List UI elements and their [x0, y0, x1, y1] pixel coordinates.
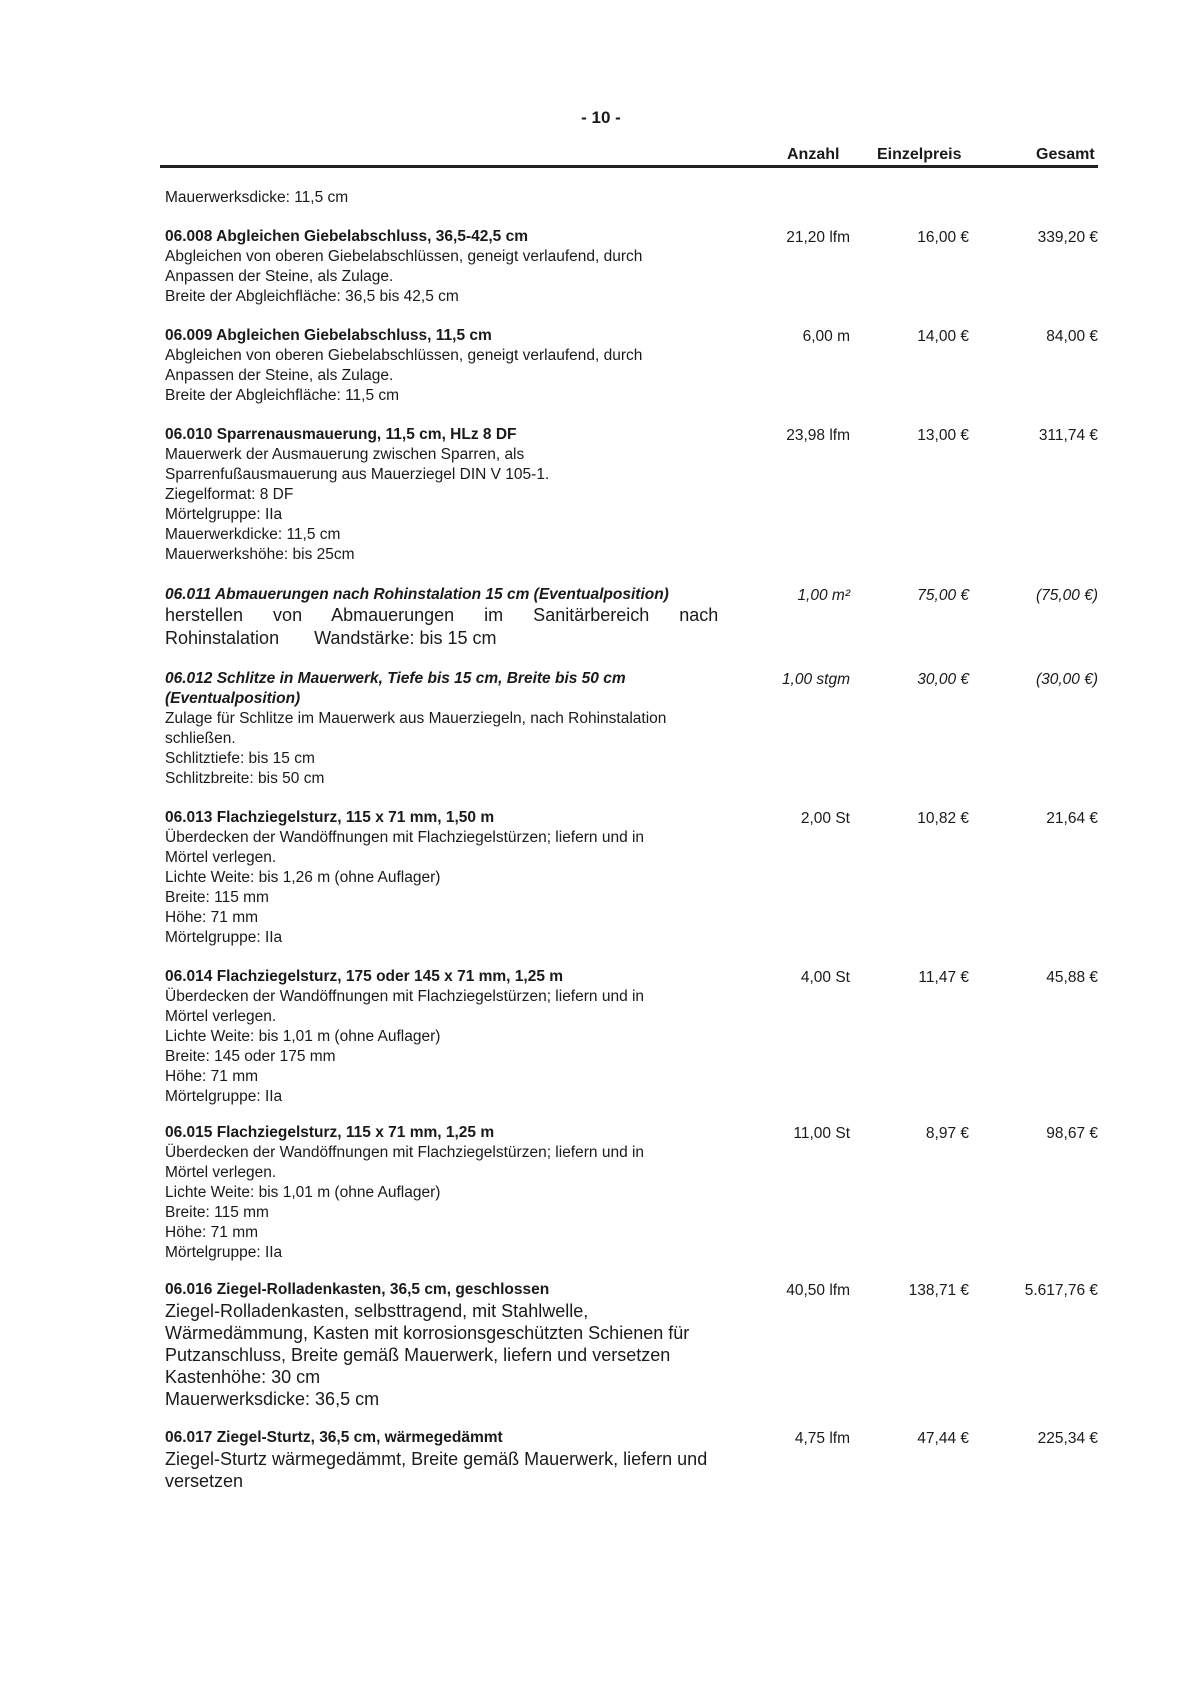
item-line: Breite: 145 oder 175 mm — [165, 1048, 336, 1065]
item-total: (30,00 €) — [1035, 671, 1098, 688]
item-line: Ziegelformat: 8 DF — [165, 486, 294, 503]
item-title: 06.010 Sparrenausmauerung, 11,5 cm, HLz 8 DF — [165, 426, 517, 443]
item-title: 06.016 Ziegel-Rolladenkasten, 36,5 cm, geschlossen — [165, 1281, 550, 1298]
item-unit-price: 8,97 € — [925, 1125, 969, 1142]
item-line: Höhe: 71 mm — [165, 909, 259, 926]
item-quantity: 40,50 lfm — [786, 1282, 850, 1299]
page-number: - 10 - — [581, 108, 621, 127]
item-line: Mörtel verlegen. — [165, 1164, 277, 1181]
item-line: Mörtel verlegen. — [165, 849, 277, 866]
item-unit-price: 30,00 € — [917, 671, 969, 688]
item-line: Anpassen der Steine, als Zulage. — [165, 367, 394, 384]
item-line: Überdecken der Wandöffnungen mit Flachziegelstürzen; liefern und in — [165, 988, 645, 1005]
item-line: Lichte Weite: bis 1,01 m (ohne Auflager) — [165, 1028, 441, 1045]
item-title: 06.017 Ziegel-Sturtz, 36,5 cm, wärmegedämmt — [165, 1429, 503, 1446]
item-line: Zulage für Schlitze im Mauerwerk aus Mauerziegeln, nach Rohinstalation — [165, 710, 667, 727]
item-line: Breite: 115 mm — [165, 1204, 269, 1221]
item-line: Mörtelgruppe: IIa — [165, 506, 283, 523]
item-line: Höhe: 71 mm — [165, 1068, 259, 1085]
item-line: Mauerwerkshöhe: bis 25cm — [165, 546, 355, 563]
item-total: 21,64 € — [1046, 810, 1098, 827]
item-line: Überdecken der Wandöffnungen mit Flachziegelstürzen; liefern und in — [165, 1144, 645, 1161]
item-line: Mörtelgruppe: IIa — [165, 1088, 283, 1105]
item-line: Mörtelgruppe: IIa — [165, 929, 283, 946]
item-quantity: 21,20 lfm — [786, 229, 850, 246]
item-title: 06.008 Abgleichen Giebelabschluss, 36,5-42,5 cm — [165, 228, 528, 245]
item-line: Abgleichen von oberen Giebelabschlüssen, geneigt verlaufend, durch — [165, 347, 643, 364]
item-unit-price: 10,82 € — [917, 810, 969, 827]
item-total: 98,67 € — [1046, 1125, 1098, 1142]
item-unit-price: 14,00 € — [917, 328, 969, 345]
item-title: 06.009 Abgleichen Giebelabschluss, 11,5 cm — [165, 327, 492, 344]
item-unit-price: 47,44 € — [917, 1430, 969, 1447]
item-line: Sparrenfußausmauerung aus Mauerziegel DIN V 105-1. — [165, 466, 550, 483]
item-unit-price: 138,71 € — [908, 1282, 969, 1299]
item-total: 225,34 € — [1037, 1430, 1098, 1447]
item-title: 06.015 Flachziegelsturz, 115 x 71 mm, 1,25 m — [165, 1124, 495, 1141]
item-line: schließen. — [165, 730, 236, 747]
item-line: Ziegel-Sturtz wärmegedämmt, Breite gemäß Mauerwerk, liefern und — [165, 1449, 708, 1469]
item-title-continued: (Eventualposition) — [165, 690, 301, 707]
item-line: Anpassen der Steine, als Zulage. — [165, 268, 394, 285]
item-quantity: 4,00 St — [800, 969, 850, 986]
item-unit-price: 16,00 € — [917, 229, 969, 246]
item-title: 06.012 Schlitze in Mauerwerk, Tiefe bis 15 cm, Breite bis 50 cm — [165, 670, 626, 687]
item-line: Lichte Weite: bis 1,01 m (ohne Auflager) — [165, 1184, 441, 1201]
item-unit-price: 13,00 € — [917, 427, 969, 444]
item-line: Breite der Abgleichfläche: 36,5 bis 42,5 cm — [165, 288, 459, 305]
column-header-quantity: Anzahl — [787, 146, 840, 163]
item-line: Schlitzbreite: bis 50 cm — [165, 770, 325, 787]
item-title: 06.014 Flachziegelsturz, 175 oder 145 x 71 mm, 1,25 m — [165, 968, 564, 985]
item-quantity: 1,00 stgm — [781, 671, 850, 688]
item-unit-price: 11,47 € — [918, 969, 969, 986]
item-line: Überdecken der Wandöffnungen mit Flachziegelstürzen; liefern und in — [165, 829, 645, 846]
item-total: 45,88 € — [1046, 969, 1098, 986]
item-line: Abgleichen von oberen Giebelabschlüssen, geneigt verlaufend, durch — [165, 248, 643, 265]
item-line: Mörtel verlegen. — [165, 1008, 277, 1025]
item-line: Putzanschluss, Breite gemäß Mauerwerk, liefern und versetzen — [165, 1345, 671, 1365]
item-line: Breite: 115 mm — [165, 889, 269, 906]
header-rule — [160, 165, 1098, 168]
intro-line: Mauerwerksdicke: 11,5 cm — [165, 189, 349, 206]
item-quantity: 11,00 St — [793, 1125, 850, 1142]
item-quantity: 23,98 lfm — [786, 427, 850, 444]
item-line: Höhe: 71 mm — [165, 1224, 259, 1241]
item-total: 5.617,76 € — [1024, 1282, 1098, 1299]
item-line: Lichte Weite: bis 1,26 m (ohne Auflager) — [165, 869, 441, 886]
item-line: Rohinstalation Wandstärke: bis 15 cm — [165, 628, 497, 648]
item-total: 84,00 € — [1046, 328, 1098, 345]
item-line: Mauerwerksdicke: 36,5 cm — [165, 1389, 380, 1409]
item-line: Breite der Abgleichfläche: 11,5 cm — [165, 387, 400, 404]
item-title: 06.013 Flachziegelsturz, 115 x 71 mm, 1,50 m — [165, 809, 495, 826]
item-title: 06.011 Abmauerungen nach Rohinstalation 15 cm (Eventualposition) — [165, 586, 669, 603]
item-total: 339,20 € — [1037, 229, 1098, 246]
item-line: Kastenhöhe: 30 cm — [165, 1367, 321, 1387]
item-quantity: 1,00 m² — [797, 587, 850, 604]
item-line: versetzen — [165, 1471, 244, 1491]
item-quantity: 4,75 lfm — [794, 1430, 850, 1447]
item-unit-price: 75,00 € — [917, 587, 969, 604]
item-quantity: 6,00 m — [802, 328, 850, 345]
item-line: Ziegel-Rolladenkasten, selbsttragend, mit Stahlwelle, — [165, 1301, 589, 1321]
item-line: Mörtelgruppe: IIa — [165, 1244, 283, 1261]
item-line: herstellen von Abmauerungen im Sanitärbereich nach — [165, 605, 719, 625]
item-quantity: 2,00 St — [800, 810, 850, 827]
column-header-total: Gesamt — [1036, 146, 1095, 163]
item-total: (75,00 €) — [1035, 587, 1098, 604]
item-line: Mauerwerkdicke: 11,5 cm — [165, 526, 341, 543]
item-line: Mauerwerk der Ausmauerung zwischen Sparren, als — [165, 446, 525, 463]
item-line: Wärmedämmung, Kasten mit korrosionsgeschützten Schienen für — [165, 1323, 690, 1343]
item-line: Schlitztiefe: bis 15 cm — [165, 750, 315, 767]
column-header-unit-price: Einzelpreis — [877, 146, 962, 163]
item-total: 311,74 € — [1038, 427, 1098, 444]
